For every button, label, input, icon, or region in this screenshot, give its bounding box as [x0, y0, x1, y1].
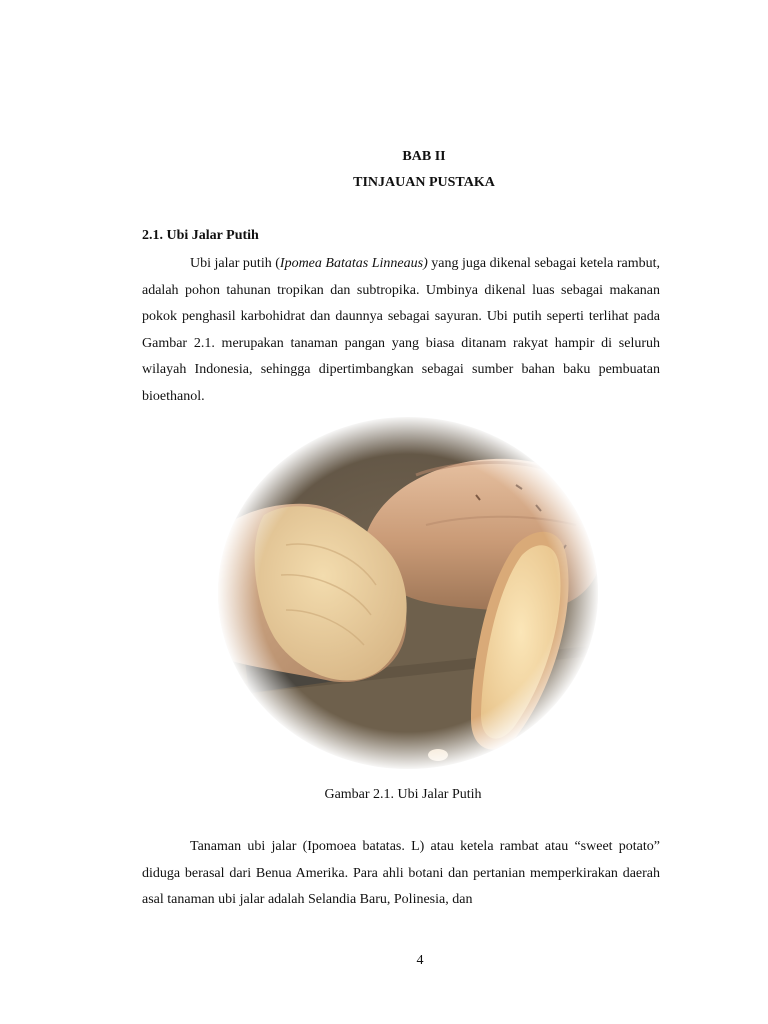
figure-caption: Gambar 2.1. Ubi Jalar Putih: [324, 787, 482, 802]
section-heading: 2.1. Ubi Jalar Putih: [142, 228, 259, 243]
paragraph-2-text: Tanaman ubi jalar (Ipomoea batatas. L) atau ketela rambat atau “sweet potato” diduga berasal dari Benua Amerika. Para ahli botani dan pertanian memperkirakan daerah asal tanaman ubi jalar adalah Selandia Baru, Polinesia, dan: [142, 839, 660, 908]
chapter-title: TINJAUAN PUSTAKA: [353, 175, 495, 190]
paragraph-2: [142, 834, 660, 914]
chapter-number: BAB II: [402, 149, 446, 164]
page-number: 4: [416, 953, 424, 968]
paragraph-1: [142, 251, 660, 411]
paragraph-1-scientific-name: Ipomea Batatas Linneaus): [279, 256, 428, 271]
sweet-potato-photo: [216, 415, 600, 771]
paragraph-1-text-end: yang juga dikenal sebagai ketela rambut, adalah pohon tahunan tropikan dan subtropika. Umbinya dikenal luas sebagai makanan pokok penghasil karbohidrat dan daunnya sebagai sayuran. Ubi putih seperti terlihat pada Gambar 2.1. merupakan tanaman pangan yang biasa ditanam rakyat hampir di seluruh wilayah Indonesia, sehingga dipertimbangkan sebagai sumber bahan baku pembuatan bioethanol.: [142, 256, 660, 404]
paragraph-1-text-start: Ubi jalar putih (: [190, 256, 280, 271]
